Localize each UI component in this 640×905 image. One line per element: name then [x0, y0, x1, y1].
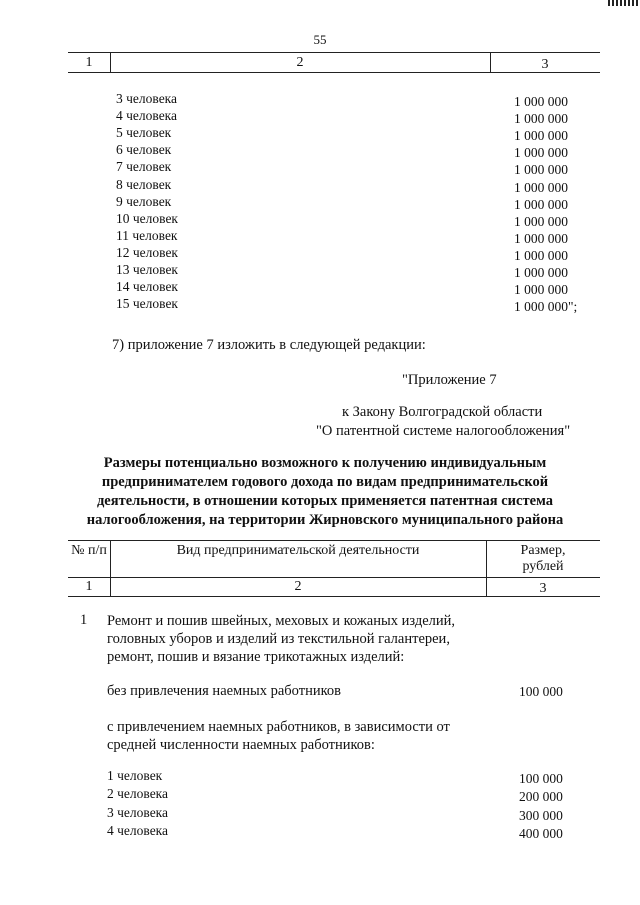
- top-table-row-value: 1 000 000: [514, 282, 568, 298]
- top-table-row-value: 1 000 000: [514, 230, 568, 246]
- employee-count-label: 2 человека: [107, 786, 169, 802]
- page-number: 55: [313, 32, 327, 47]
- item-description: Ремонт и пошив швейных, меховых и кожаных изделий, головных уборов и изделий из текстильной галантереи, ремонт, пошив и вязание трикотажных изделий:: [107, 613, 456, 665]
- top-table-row-label: 9 человек: [116, 193, 172, 209]
- amendment-text: 7) приложение 7 изложить в следующей редакции:: [112, 337, 426, 353]
- employee-count-value: 200 000: [519, 789, 563, 805]
- employee-count-label: 1 человек: [107, 768, 163, 783]
- employee-count-label: 4 человека: [107, 822, 169, 838]
- top-table-col-1: 1: [85, 55, 93, 70]
- without-employees-label: без привлечения наемных работников: [107, 683, 341, 699]
- top-table-row-value: 1 000 000: [514, 128, 568, 144]
- top-table-row-value: 1 000 000: [514, 265, 568, 280]
- main-table-col-amount: Размер, рублей: [520, 543, 566, 574]
- top-table-row-value: 1 000 000: [514, 162, 568, 178]
- top-table-row-label: 4 человека: [116, 108, 178, 124]
- top-table-row-value: 1 000 000: [514, 94, 568, 109]
- main-table-col-activity: Вид предпринимательской деятельности: [176, 543, 420, 558]
- top-table-row-value: 1 000 000: [514, 213, 568, 229]
- main-table-rule-top: [68, 540, 600, 541]
- with-employees-label: с привлечением наемных работников, в зависимости от средней численности наемных работников:: [107, 719, 450, 753]
- top-table-row-label: 13 человек: [116, 262, 178, 277]
- main-table-num-2: 2: [294, 579, 302, 594]
- employee-count-label: 3 человека: [107, 804, 169, 820]
- appendix-title: "Приложение 7: [402, 372, 497, 388]
- top-table-rule-top: [68, 52, 600, 53]
- appendix-law-name: "О патентной системе налогообложения": [316, 423, 571, 439]
- employee-count-value: 400 000: [519, 825, 563, 841]
- main-table-num-1: 1: [85, 579, 93, 594]
- top-table-row-label: 7 человек: [116, 159, 172, 175]
- employee-count-value: 300 000: [519, 807, 563, 823]
- top-table-row-value: 1 000 000: [514, 196, 568, 212]
- top-table-row-label: 12 человек: [116, 244, 178, 260]
- item-number: 1: [80, 612, 88, 628]
- top-table-row-label: 10 человек: [116, 210, 178, 226]
- document-heading: Размеры потенциально возможного к получению индивидуальным предпринимателем годового дохода по видам предпринимательской деятельности, в отношении которых применяется патентная система налогообложения, на территории Жирновского муниципального района: [86, 455, 564, 528]
- top-table-row-label: 14 человек: [116, 279, 178, 295]
- top-table-row-label: 3 человека: [116, 91, 178, 106]
- top-table-col-3: 3: [541, 57, 549, 72]
- top-table-row-label: 5 человек: [116, 125, 172, 141]
- top-table-row-value: 1 000 000: [514, 111, 568, 127]
- top-table-row-value: 1 000 000";: [514, 299, 578, 315]
- top-table-row-label: 15 человек: [116, 296, 178, 312]
- top-table-row-value: 1 000 000: [514, 247, 568, 263]
- top-table-row-label: 6 человек: [116, 142, 172, 158]
- scan-edge-mark: [608, 0, 640, 6]
- top-table-row-value: 1 000 000: [514, 179, 568, 195]
- top-table-col-2: 2: [296, 55, 304, 70]
- without-employees-value: 100 000: [519, 684, 563, 699]
- top-table-row-label: 11 человек: [116, 227, 178, 243]
- top-table-row-label: 8 человек: [116, 176, 172, 192]
- main-table-rule-mid: [68, 577, 600, 578]
- appendix-law: к Закону Волгоградской области: [342, 404, 543, 420]
- main-table-col-number: № п/п: [71, 543, 107, 558]
- main-table-num-3: 3: [539, 581, 547, 596]
- employee-count-value: 100 000: [519, 771, 563, 786]
- top-table-row-value: 1 000 000: [514, 145, 568, 161]
